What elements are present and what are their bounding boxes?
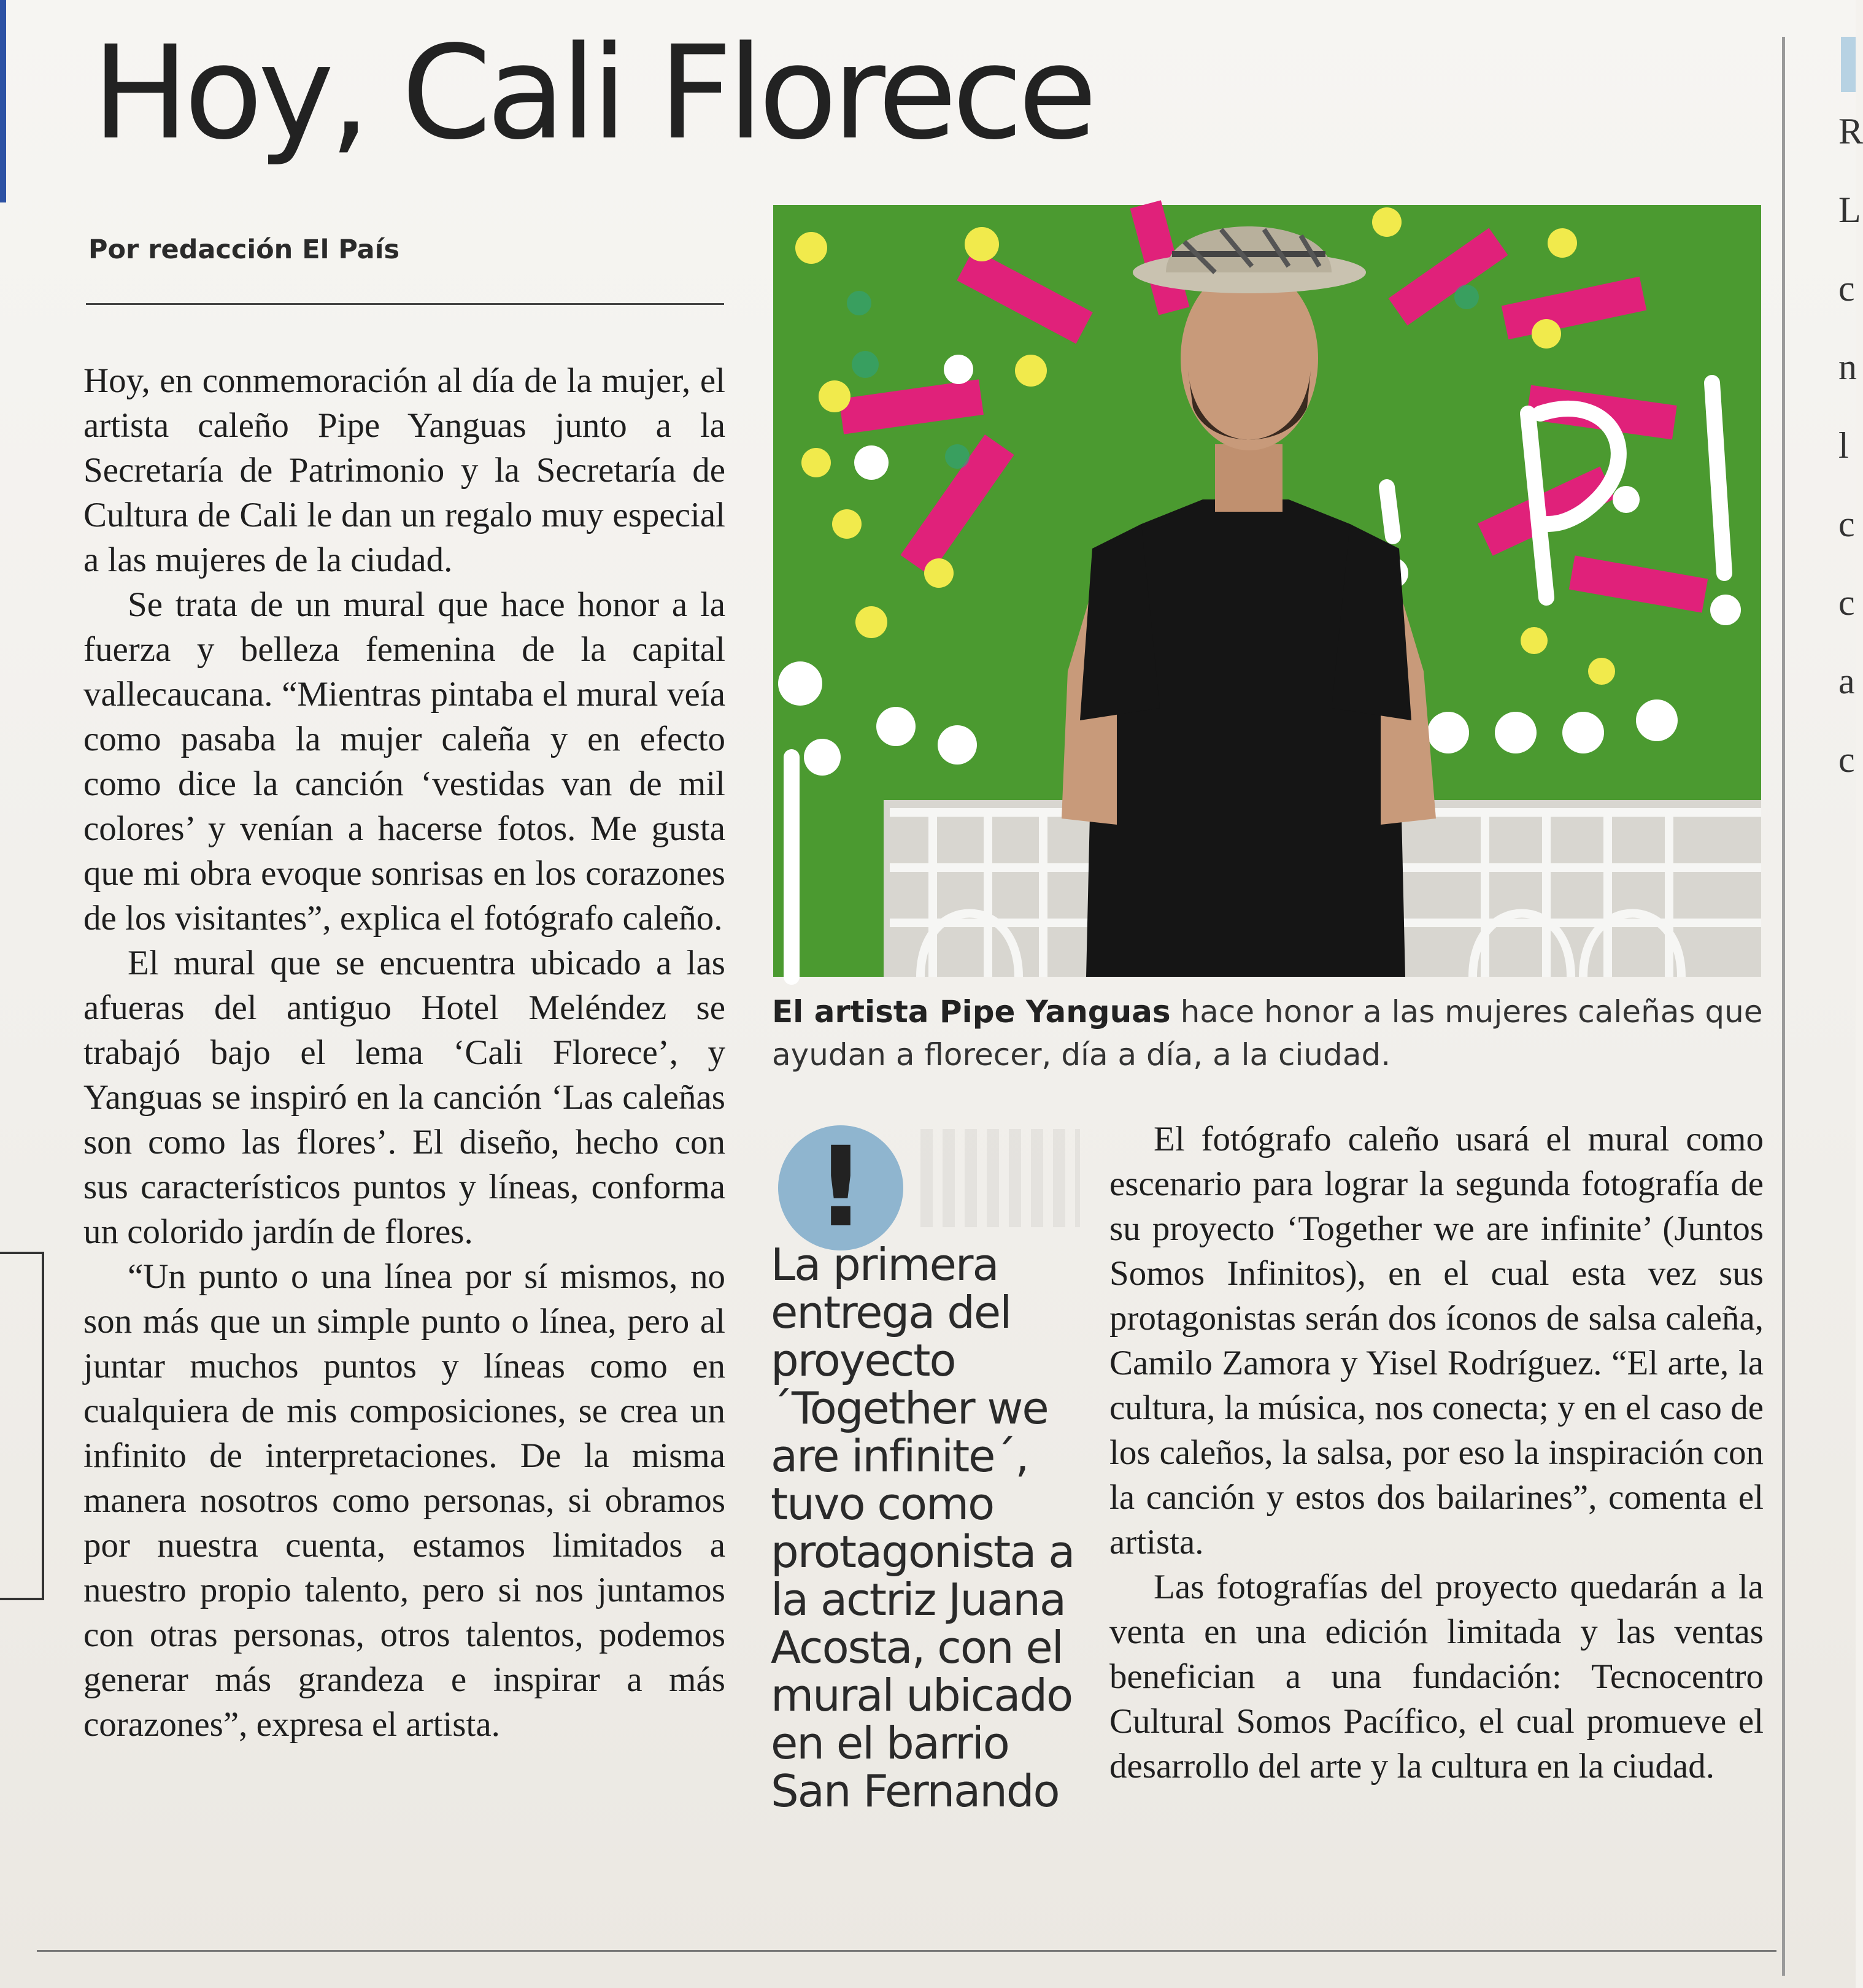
edge-letter: R: [1838, 111, 1863, 152]
left-column: [83, 358, 725, 1747]
pull-quote: La primera entrega del proyecto ´Together we are infinite´, tuvo como protagonista a la actriz Juana Acosta, con el mural ubicado en el barrio San Fernando: [771, 1239, 1074, 1817]
edge-letter: c: [1838, 582, 1855, 623]
edge-letter: c: [1838, 739, 1855, 780]
edge-letter: c: [1838, 504, 1855, 544]
exclamation-icon: [778, 1125, 903, 1250]
bleed-through-text: [920, 1129, 1080, 1227]
adjacent-box-border: [0, 1252, 44, 1600]
page-edge-strip: [0, 0, 6, 202]
edge-letter: L: [1838, 190, 1861, 230]
paragraph: El fotógrafo caleño usará el mural como escenario para lograr la segunda fotografía de su proyecto ‘Together we are infinite’ (Juntos Somos Infinitos), en el cual esta vez sus protagonistas serán dos íconos de salsa caleña, Camilo Zamora y Yisel Rodríguez. “El arte, la cultura, la música, nos conecta; y en el caso de los caleños, la salsa, por eso la inspiración con la canción y estos dos bailarines”, comenta el artista.: [1109, 1120, 1764, 1562]
adjacent-article-tab: [1841, 37, 1856, 92]
caption-lead: El artista Pipe Yanguas: [772, 994, 1171, 1030]
exclamation-glyph: !: [815, 1123, 866, 1252]
bottom-rule: [37, 1950, 1776, 1952]
column-rule: [1782, 37, 1785, 1976]
paragraph: Se trata de un mural que hace honor a la fuerza y belleza femenina de la capital vallecaucana. “Mientras pintaba el mural veía como pasaba la mujer caleña y en efecto como dice la canción ‘vestidas van de mil colores’ y venían a hacerse fotos. Me gusta que mi obra evoque sonrisas en los corazones de los visitantes”, explica el fotógrafo caleño.: [83, 585, 725, 938]
right-column: [1109, 1117, 1764, 1789]
byline-rule: [86, 303, 724, 305]
byline: Por redacción El País: [88, 234, 400, 265]
paragraph: El mural que se encuentra ubicado a las afueras del antiguo Hotel Meléndez se trabajó bajo el lema ‘Cali Florece’, y Yanguas se inspiró en la canción ‘Las caleñas son como las flores’. El diseño, hecho con sus característicos puntos y líneas, conforma un colorido jardín de flores.: [83, 944, 725, 1251]
photo-caption: [772, 990, 1766, 1076]
edge-letter: c: [1838, 268, 1855, 309]
artist-photo: [773, 205, 1761, 977]
edge-letter: a: [1838, 661, 1855, 701]
paragraph: Hoy, en conmemoración al día de la mujer, el artista caleño Pipe Yanguas junto a la Secretaría de Patrimonio y la Secretaría de Cultura de Cali le dan un regalo muy especial a las mujeres de la ciudad.: [83, 361, 725, 579]
adjacent-article-edge: [1838, 92, 1863, 799]
paragraph: “Un punto o una línea por sí mismos, no son más que un simple punto o línea, pero al juntar muchos puntos y líneas como en cualquiera de mis composiciones, se crea un infinito de interpretaciones. De la misma manera nosotros como personas, si obramos por nuestra cuenta, estamos limitados a nuestro propio talento, pero si nos juntamos con otras personas, otros talentos, podemos generar más grandeza e inspirar a más corazones”, expresa el artista.: [83, 1257, 725, 1744]
edge-letter: n: [1838, 347, 1857, 387]
paragraph: Las fotografías del proyecto quedarán a la venta en una edición limitada y las ventas benefician a una fundación: Tecnocentro Cultural Somos Pacífico, el cual promueve el desarrollo del arte y la cultura en la ciudad.: [1109, 1568, 1764, 1786]
edge-letter: l: [1838, 425, 1849, 466]
caption-text: hace honor a las mujeres caleñas que ayudan a florecer, día a día, a la ciudad.: [772, 994, 1763, 1073]
headline: Hoy, Cali Florece: [92, 18, 1093, 168]
mural-illustration: [773, 205, 1761, 977]
